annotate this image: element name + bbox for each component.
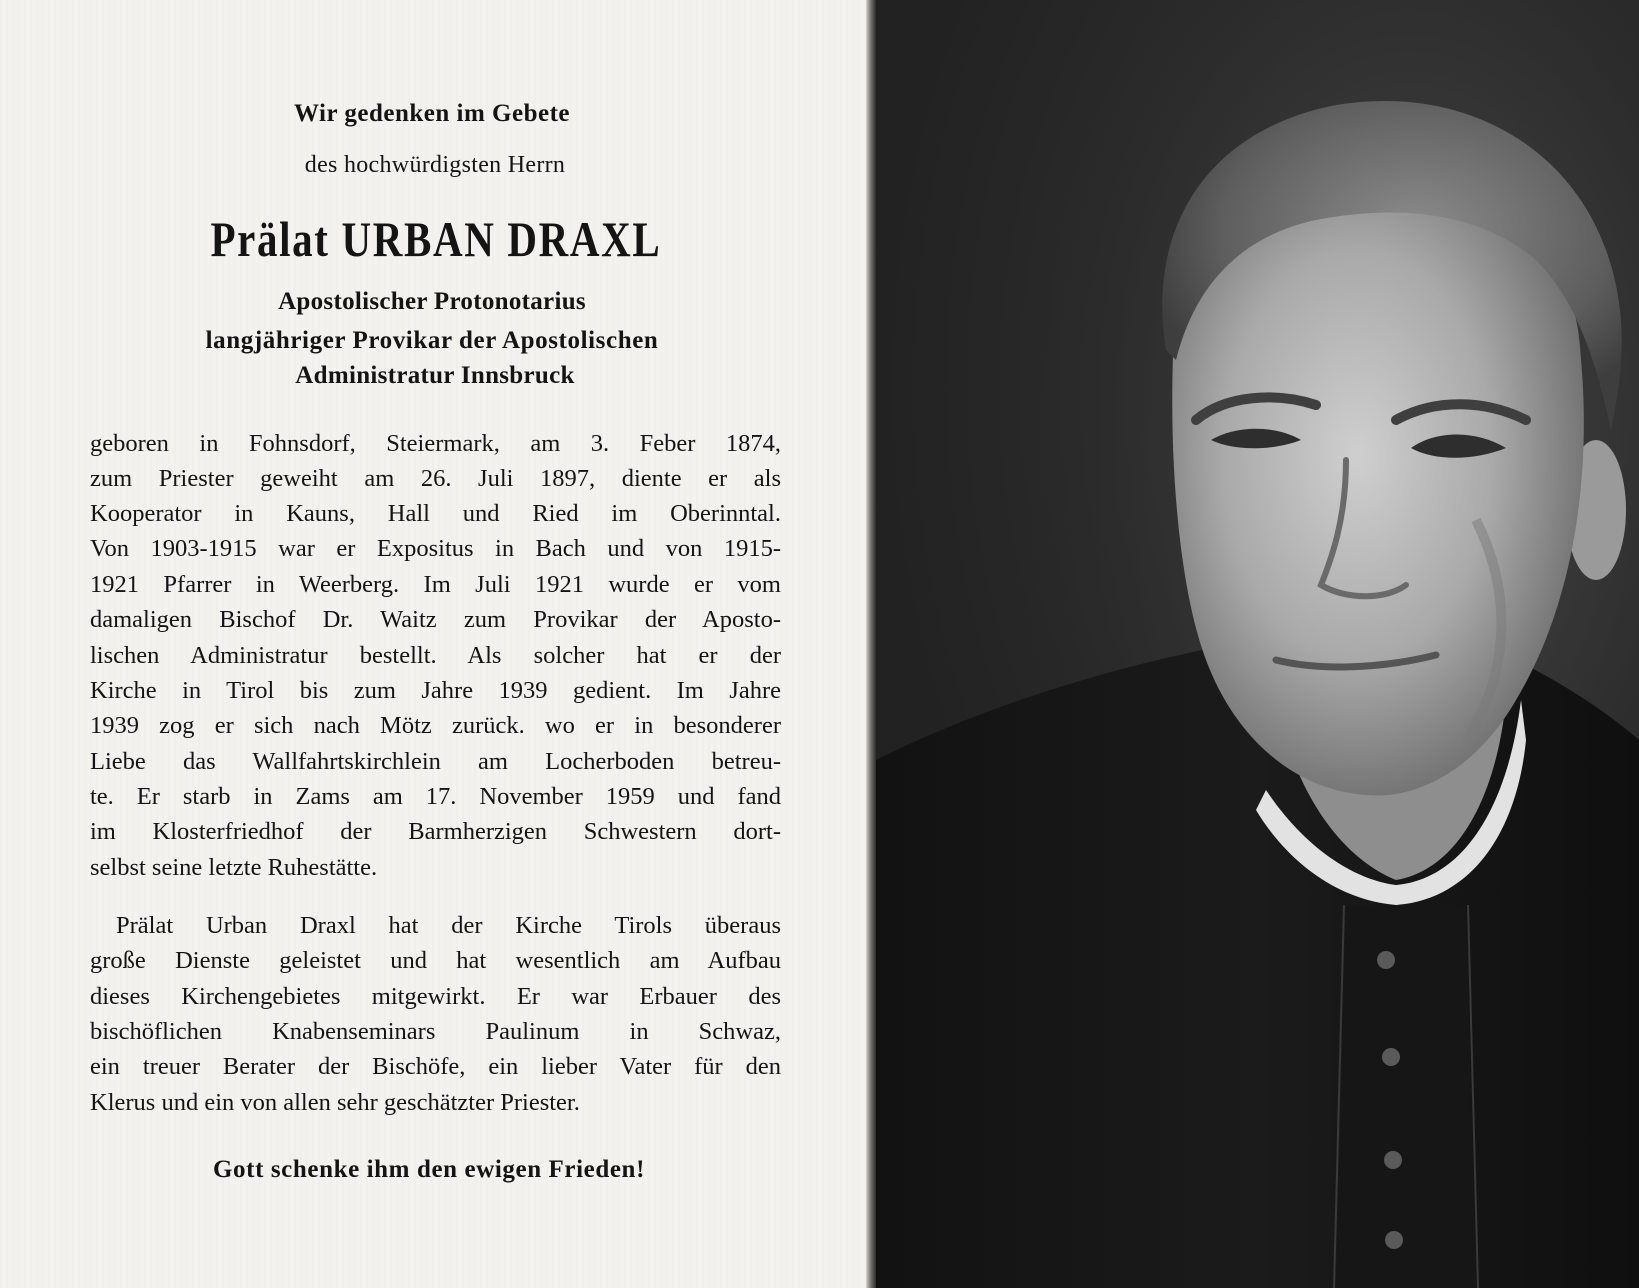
biography-line: zum Priester geweiht am 26. Juli 1897, diente er als [90,465,781,492]
biography-line: geboren in Fohnsdorf, Steiermark, am 3. Feber 1874, [90,430,781,457]
honorific-line: des hochwürdigsten Herrn [304,152,566,178]
closing-line: Gott schenke ihm den ewigen Frieden! [213,1156,645,1183]
title-line-3: Administratur Innsbruck [295,362,575,389]
biography-line: Liebe das Wallfahrtskirchlein am Locherboden betreu- [90,748,781,775]
tribute-line: dieses Kirchengebietes mitgewirkt. Er war Erbauer des [90,983,781,1010]
intro-line: Wir gedenken im Gebete [293,100,571,127]
deceased-name: Prälat URBAN DRAXL [210,211,662,267]
biography-line: Von 1903-1915 war er Expositus in Bach und von 1915- [90,535,781,562]
biography-line: damaligen Bischof Dr. Waitz zum Provikar der Aposto- [90,606,781,633]
biography-line: te. Er starb in Zams am 17. November 1959 und fand [90,783,781,810]
title-line-2: langjähriger Provikar der Apostolischen [205,327,659,354]
biography-line: 1939 zog er sich nach Mötz zurück. wo er in besonderer [90,712,781,739]
priest-portrait-image [876,0,1639,1288]
tribute-line: Klerus und ein von allen sehr geschätzter Priester. [90,1089,580,1116]
tribute-line: große Dienste geleistet und hat wesentlich am Aufbau [90,947,781,974]
biography-line: 1921 Pfarrer in Weerberg. Im Juli 1921 wurde er vom [90,571,781,598]
title-line-1: Apostolischer Protonotarius [278,288,586,315]
tribute-line: ein treuer Berater der Bischöfe, ein lieber Vater für den [90,1053,781,1080]
tribute-line: bischöflichen Knabenseminars Paulinum in Schwaz, [90,1018,781,1045]
portrait-photo [876,0,1639,1288]
tribute-line: Prälat Urban Draxl hat der Kirche Tirols überaus [116,912,781,939]
page-fold [866,0,876,1288]
biography-line: im Klosterfriedhof der Barmherzigen Schwestern dort- [90,818,781,845]
biography-line: Kirche in Tirol bis zum Jahre 1939 gedient. Im Jahre [90,677,781,704]
biography-line: lischen Administratur bestellt. Als solcher hat er der [90,642,781,669]
biography-line: selbst seine letzte Ruhestätte. [90,854,378,881]
biography-line: Kooperator in Kauns, Hall und Ried im Oberinntal. [90,500,781,527]
